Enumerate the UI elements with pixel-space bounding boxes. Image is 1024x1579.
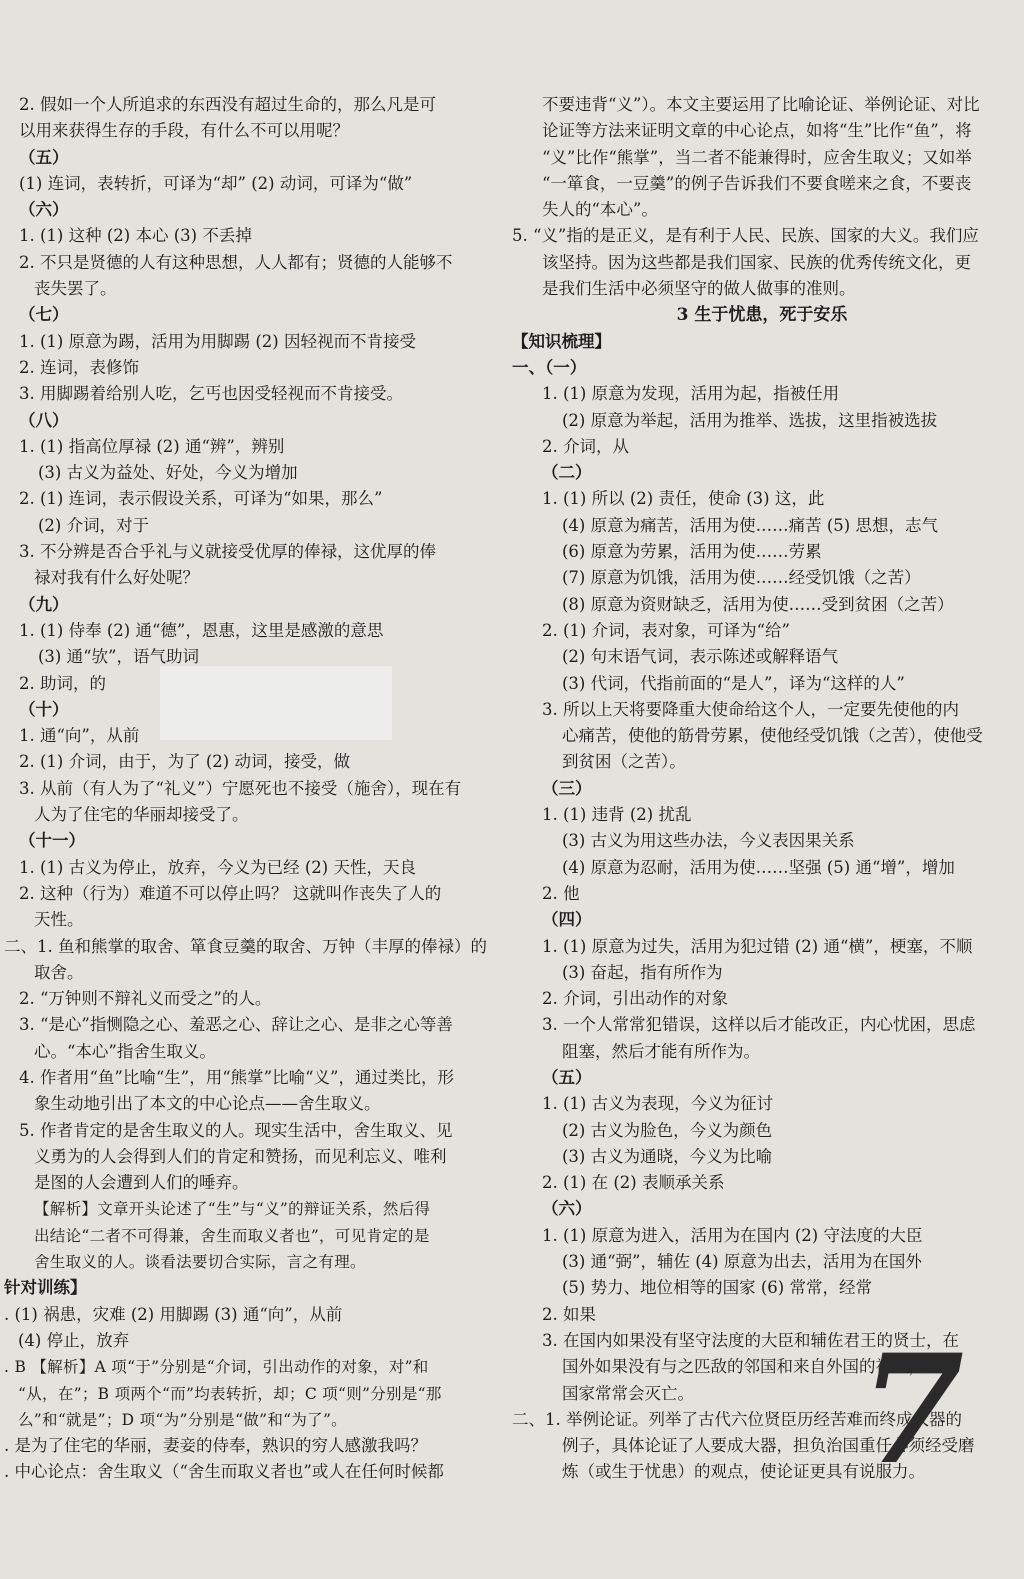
text-line: 2. 不只是贤德的人有这种思想，人人都有；贤德的人能够不 bbox=[19, 252, 453, 272]
text-line: (2) 古义为脸色，今义为颜色 bbox=[562, 1120, 773, 1140]
text-line: (3) 古义为益处、好处，今义为增加 bbox=[38, 463, 298, 483]
text-line: 2. 这种（行为）难道不可以停止吗？ 这就叫作丧失了人的 bbox=[19, 883, 442, 903]
section-heading: （五） bbox=[19, 147, 69, 167]
text-line: (8) 原意为资财缺乏，活用为使……受到贫困（之苦） bbox=[562, 594, 954, 614]
text-line: 是图的人会遭到人们的唾弃。 bbox=[34, 1173, 249, 1193]
text-line: 3. 不分辨是否合乎礼与义就接受优厚的俸禄，这优厚的俸 bbox=[19, 542, 436, 562]
text-line: 3. 从前（有人为了“礼义”）宁愿死也不接受（施舍），现在有 bbox=[19, 778, 462, 798]
text-line: 1. (1) 原意为踢，活用为用脚踢 (2) 因轻视而不肯接受 bbox=[19, 331, 416, 351]
section-heading: （九） bbox=[19, 594, 69, 614]
text-line: 二、1. 举例论证。列举了古代六位贤臣历经苦难而终成大器的 bbox=[512, 1409, 962, 1429]
text-line: 人为了住宅的华丽却接受了。 bbox=[34, 805, 249, 825]
text-line: (3) 代词，代指前面的“是人”，译为“这样的人” bbox=[562, 673, 905, 693]
page-number: 7 bbox=[860, 1322, 965, 1498]
text-line: (2) 介词，对于 bbox=[38, 515, 150, 535]
analysis-line: 出结论“二者不可得兼，舍生而取义者也”，可见肯定的是 bbox=[34, 1226, 430, 1245]
redaction-box bbox=[160, 666, 392, 740]
text-line: “一箪食，一豆羹”的例子告诉我们不要食嗟来之食，不要丧 bbox=[542, 173, 972, 193]
section-heading: （四） bbox=[542, 910, 592, 930]
section-heading: （十） bbox=[19, 699, 69, 719]
text-line: (6) 原意为劳累，活用为使……劳累 bbox=[562, 542, 822, 562]
text-line: 到贫困（之苦）。 bbox=[562, 752, 686, 772]
section-heading: （八） bbox=[19, 410, 69, 430]
section-heading: （二） bbox=[542, 463, 592, 483]
text-line: 2. 假如一个人所追求的东西没有超过生命的，那么凡是可 bbox=[19, 95, 436, 114]
text-line: (4) 原意为痛苦，活用为使……痛苦 (5) 思想，志气 bbox=[562, 515, 938, 535]
text-line: 以用来获得生存的手段，有什么不可以用呢？ bbox=[19, 121, 349, 141]
text-line: 心痛苦，使他的筋骨劳累，使他经受饥饿（之苦），使他受 bbox=[562, 726, 983, 746]
text-line: 3. “是心”指恻隐之心、羞恶之心、辞让之心、是非之心等善 bbox=[19, 1015, 453, 1035]
analysis-line: 么”和“就是”；D 项“为”分别是“做”和“为了”。 bbox=[18, 1410, 347, 1429]
text-line: 1. (1) 原意为过失，活用为犯过错 (2) 通“横”，梗塞，不顺 bbox=[542, 936, 973, 956]
text-line: 5. 作者肯定的是舍生取义的人。现实生活中，舍生取义、见 bbox=[19, 1120, 453, 1140]
text-line: (3) 通“弼”，辅佐 (4) 原意为出去，活用为在国外 bbox=[562, 1252, 922, 1272]
text-line: 2. (1) 连词，表示假设关系，可译为“如果，那么” bbox=[19, 489, 383, 509]
text-line: 2. 连词，表修饰 bbox=[19, 357, 139, 377]
text-line: 是我们生活中必须坚守的做人做事的准则。 bbox=[542, 279, 856, 299]
text-line: 3. 一个人常常犯错误，这样以后才能改正，内心忧困，思虑 bbox=[542, 1015, 976, 1035]
text-line: 炼（或生于忧患）的观点，使论证更具有说服力。 bbox=[562, 1462, 925, 1482]
text-line: 论证等方法来证明文章的中心论点，如将“生”比作“鱼”，将 bbox=[542, 121, 972, 141]
text-line: 义勇为的人会得到人们的肯定和赞扬，而见利忘义、唯利 bbox=[34, 1146, 447, 1166]
section-heading: （七） bbox=[19, 305, 69, 325]
section-heading: （五） bbox=[542, 1067, 592, 1087]
text-line: . (1) 祸患，灾难 (2) 用脚踢 (3) 通“向”，从前 bbox=[4, 1304, 343, 1324]
text-line: (3) 古义为用这些办法，今义表因果关系 bbox=[562, 831, 855, 851]
text-line: 例子，具体论证了人要成大器，担负治国重任必须经受磨 bbox=[562, 1436, 975, 1456]
text-line: “义”比作“熊掌”，当二者不能兼得时，应舍生取义；又如举 bbox=[542, 147, 972, 167]
text-line: 国家常常会灭亡。 bbox=[562, 1383, 694, 1403]
text-line: 国外如果没有与之匹敌的邻国和来自外国的祸患，这个 bbox=[562, 1357, 958, 1377]
text-line: 二、1. 鱼和熊掌的取舍、箪食豆羹的取舍、万钟（丰厚的俸禄）的 bbox=[4, 936, 487, 956]
section-heading: 【知识梳理】 bbox=[512, 331, 611, 351]
text-line: 2. 助词，的 bbox=[19, 673, 106, 693]
text-line: . 中心论点：舍生取义（“舍生而取义者也”或人在任何时候都 bbox=[4, 1462, 444, 1482]
text-line: 1. (1) 古义为表现，今义为征讨 bbox=[542, 1094, 774, 1114]
text-line: 2. 如果 bbox=[542, 1304, 596, 1324]
text-line: 1. (1) 所以 (2) 责任，使命 (3) 这，此 bbox=[542, 489, 825, 509]
text-line: 3. 用脚踢着给别人吃，乞丐也因受轻视而不肯接受。 bbox=[19, 384, 403, 404]
text-line: 阻塞，然后才能有所作为。 bbox=[562, 1041, 760, 1061]
left-column bbox=[4, 92, 498, 1486]
text-line: 3. 所以上天将要降重大使命给这个人，一定要先使他的内 bbox=[542, 699, 959, 719]
analysis-line: 舍生取义的人。谈看法要切合实际，言之有理。 bbox=[34, 1253, 366, 1272]
text-line: 禄对我有什么好处呢？ bbox=[34, 568, 199, 588]
text-line: (5) 势力、地位相等的国家 (6) 常常，经常 bbox=[562, 1278, 872, 1298]
section-heading: 一、（一） bbox=[512, 357, 587, 377]
text-line: 2. 介词，从 bbox=[542, 436, 629, 456]
text-line: 失人的“本心”。 bbox=[542, 200, 658, 220]
text-line: (4) 停止，放弃 bbox=[18, 1330, 130, 1350]
text-line: (2) 句末语气词，表示陈述或解释语气 bbox=[562, 647, 839, 667]
text-line: (3) 奋起，指有所作为 bbox=[562, 962, 723, 982]
text-line: 象生动地引出了本文的中心论点——舍生取义。 bbox=[34, 1094, 381, 1114]
text-line: 丧失罢了。 bbox=[34, 279, 117, 299]
text-line: 该坚持。因为这些都是我们国家、民族的优秀传统文化，更 bbox=[542, 252, 971, 272]
analysis-line: . B 【解析】A 项“于”分别是“介词，引出动作的对象，对”和 bbox=[4, 1358, 429, 1377]
text-line: 2. “万钟则不辩礼义而受之”的人。 bbox=[19, 989, 272, 1009]
lesson-title: 3 生于忧患，死于安乐 bbox=[676, 305, 848, 326]
text-line: 2. (1) 介词，表对象，可译为“给” bbox=[542, 620, 790, 640]
text-line: 不要违背“义”）。本文主要运用了比喻论证、举例论证、对比 bbox=[542, 95, 980, 114]
text-line: (3) 古义为通晓，今义为比喻 bbox=[562, 1146, 773, 1166]
text-line: 1. (1) 侍奉 (2) 通“德”，恩惠，这里是感激的意思 bbox=[19, 620, 384, 640]
section-heading: （六） bbox=[19, 200, 69, 220]
right-column bbox=[512, 92, 1012, 1498]
text-line: 1. (1) 违背 (2) 扰乱 bbox=[542, 805, 692, 825]
text-line: 2. (1) 在 (2) 表顺承关系 bbox=[542, 1173, 725, 1193]
text-line: (2) 原意为举起，活用为推举、选拔，这里指被选拔 bbox=[562, 410, 938, 430]
text-line: 1. (1) 这种 (2) 本心 (3) 不丢掉 bbox=[19, 226, 252, 246]
text-line: 2. 介词，引出动作的对象 bbox=[542, 989, 728, 1009]
text-line: 1. 通“向”，从前 bbox=[19, 726, 140, 746]
text-line: (4) 原意为忍耐，活用为使……坚强 (5) 通“增”，增加 bbox=[562, 857, 955, 877]
section-heading: （三） bbox=[542, 778, 592, 798]
text-line: 4. 作者用“鱼”比喻“生”，用“熊掌”比喻“义”，通过类比，形 bbox=[19, 1067, 454, 1087]
text-line: 1. (1) 原意为进入，活用为在国内 (2) 守法度的大臣 bbox=[542, 1225, 923, 1245]
text-line: 1. (1) 指高位厚禄 (2) 通“辨”，辨别 bbox=[19, 436, 285, 456]
text-line: 3. 在国内如果没有坚守法度的大臣和辅佐君王的贤士，在 bbox=[542, 1330, 959, 1350]
text-line: (7) 原意为饥饿，活用为使……经受饥饿（之苦） bbox=[562, 568, 921, 588]
section-heading: 针对训练】 bbox=[4, 1278, 87, 1298]
section-heading: （十一） bbox=[19, 831, 85, 851]
text-line: 2. 他 bbox=[542, 883, 580, 903]
section-heading: （六） bbox=[542, 1199, 592, 1219]
text-line: 1. (1) 原意为发现，活用为起，指被任用 bbox=[542, 384, 840, 404]
text-line: 2. (1) 介词，由于，为了 (2) 动词，接受，做 bbox=[19, 752, 350, 772]
analysis-line: 【解析】文章开头论述了“生”与“义”的辩证关系，然后得 bbox=[34, 1200, 431, 1219]
text-line: 心。“本心”指舍生取义。 bbox=[34, 1041, 216, 1061]
text-line: 5. “义”指的是正义，是有利于人民、民族、国家的大义。我们应 bbox=[512, 226, 979, 246]
text-line: . 是为了住宅的华丽，妻妾的侍奉，熟识的穷人感激我吗？ bbox=[4, 1436, 427, 1456]
text-line: 取舍。 bbox=[34, 962, 84, 982]
text-line: (3) 通“欤”，语气助词 bbox=[38, 647, 199, 667]
analysis-line: “从，在”；B 项两个“而”均表转折，却；C 项“则”分别是“那 bbox=[18, 1384, 442, 1403]
text-line: (1) 连词，表转折，可译为“却” (2) 动词，可译为“做” bbox=[19, 173, 413, 193]
text-line: 天性。 bbox=[34, 910, 84, 930]
text-line: 1. (1) 古义为停止，放弃，今义为已经 (2) 天性，天良 bbox=[19, 857, 416, 877]
